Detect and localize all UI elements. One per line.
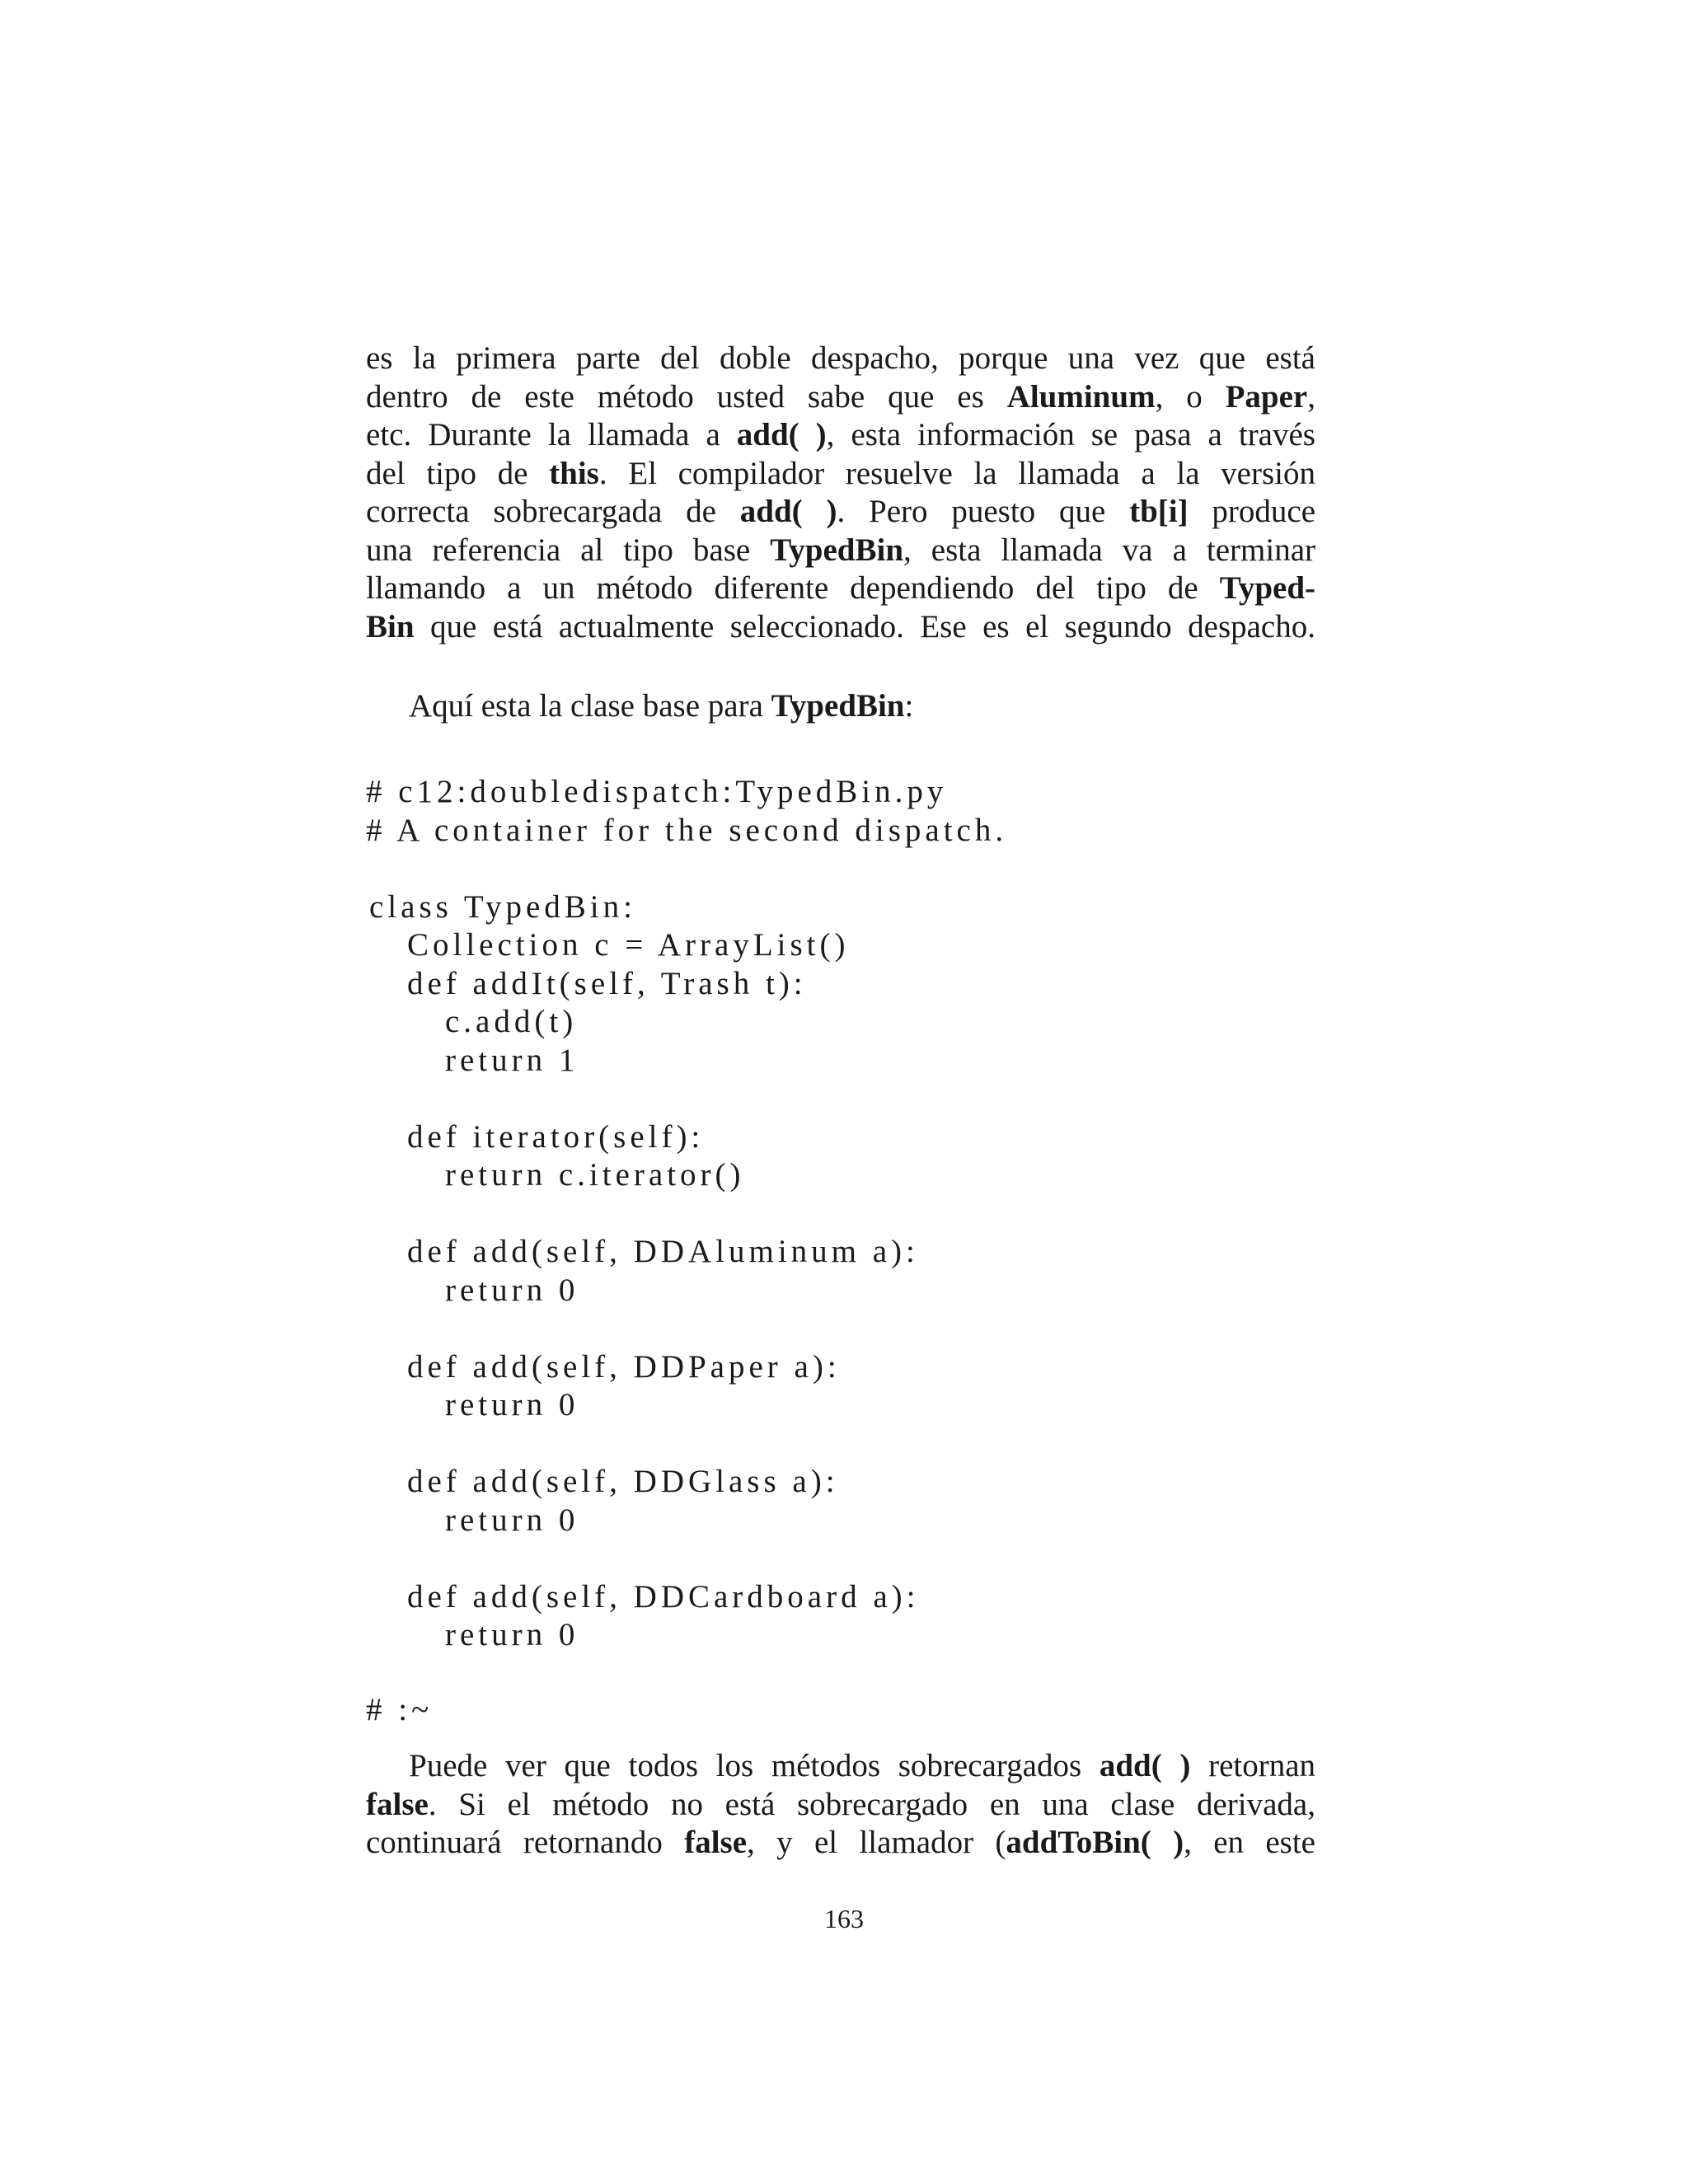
code-line: return 0: [445, 1617, 579, 1652]
bold-term: addToBin( ): [1006, 1825, 1184, 1860]
bold-term: Paper: [1225, 378, 1308, 415]
text-line: es la primera parte del doble despacho, porque una vez que está: [366, 340, 1315, 376]
code-line: def add(self, DDGlass a):: [407, 1464, 839, 1499]
bold-term: false: [684, 1825, 748, 1860]
code-line: def iterator(self):: [407, 1118, 705, 1155]
bold-term: false: [366, 1786, 429, 1822]
bold-term: TypedBin: [770, 532, 904, 568]
bold-term: tb[i]: [1129, 494, 1189, 529]
code-listing: [366, 773, 1315, 1655]
bold-term: Aluminum: [1006, 378, 1156, 415]
bold-term: Typed-: [1219, 570, 1315, 606]
text-line: una referencia al tipo base TypedBin, esta llamada va a terminar: [366, 532, 1315, 568]
code-blank-line: [366, 1195, 1315, 1234]
bold-term: Bin: [366, 608, 415, 644]
code-blank-line: [366, 850, 1315, 888]
code-line: def addIt(self, Trash t):: [407, 965, 807, 1001]
code-blank-line: [366, 1080, 1315, 1118]
code-line: Collection c = ArrayList(): [407, 927, 850, 963]
bold-term: add( ): [739, 494, 837, 529]
bold-term: add( ): [1099, 1748, 1191, 1783]
code-line: return 0: [445, 1387, 579, 1422]
text-line: Bin que está actualmente seleccionado. Ese es el segundo despacho.: [366, 608, 1315, 644]
code-line: class TypedBin:: [369, 888, 636, 925]
code-line: return c.iterator(): [445, 1157, 745, 1193]
paragraph-overloaded-add: [366, 1747, 1315, 1863]
code-line: def add(self, DDAluminum a):: [407, 1234, 919, 1269]
text-line: Puede ver que todos los métodos sobrecargados add( ) retornan: [409, 1748, 1316, 1783]
code-blank-line: [366, 1540, 1315, 1578]
code-blank-line: [366, 1310, 1315, 1348]
bold-term: TypedBin: [771, 688, 905, 724]
text-line: del tipo de this. El compilador resuelve la llamada a la versión: [366, 455, 1315, 491]
code-comment: # c12:doubledispatch:TypedBin.py: [366, 774, 948, 809]
code-line: return 0: [445, 1272, 579, 1308]
code-blank-line: [366, 1425, 1315, 1464]
text-line: correcta sobrecargada de add( ). Pero puesto que tb[i] produce: [366, 494, 1316, 529]
text-line: llamando a un método diferente dependiendo del tipo de Typed-: [366, 570, 1315, 606]
bold-term: add( ): [736, 417, 827, 452]
code-line: return 0: [445, 1502, 579, 1538]
code-comment: # A container for the second dispatch.: [366, 812, 1008, 848]
paragraph-intro-typedbin: [366, 687, 1315, 726]
bold-term: this: [549, 455, 599, 491]
text-line: etc. Durante la llamada a add( ), esta información se pasa a través: [366, 417, 1315, 452]
code-line: def add(self, DDPaper a):: [407, 1348, 841, 1385]
text-line: false. Si el método no está sobrecargado en una clase derivada,: [366, 1786, 1315, 1822]
code-line: return 1: [445, 1042, 579, 1078]
code-end-comment: # :~: [366, 1692, 434, 1727]
paragraph-double-dispatch: [366, 340, 1315, 646]
code-line: def add(self, DDCardboard a):: [407, 1578, 920, 1615]
page-number: 163: [824, 1904, 864, 1933]
text-line: dentro de este método usted sabe que es Aluminum, o Paper,: [366, 378, 1315, 415]
text-line: Aquí esta la clase base para TypedBin:: [409, 688, 914, 724]
text-line: continuará retornando false, y el llamador (addToBin( ), en este: [366, 1825, 1315, 1860]
code-line: c.add(t): [445, 1004, 578, 1039]
